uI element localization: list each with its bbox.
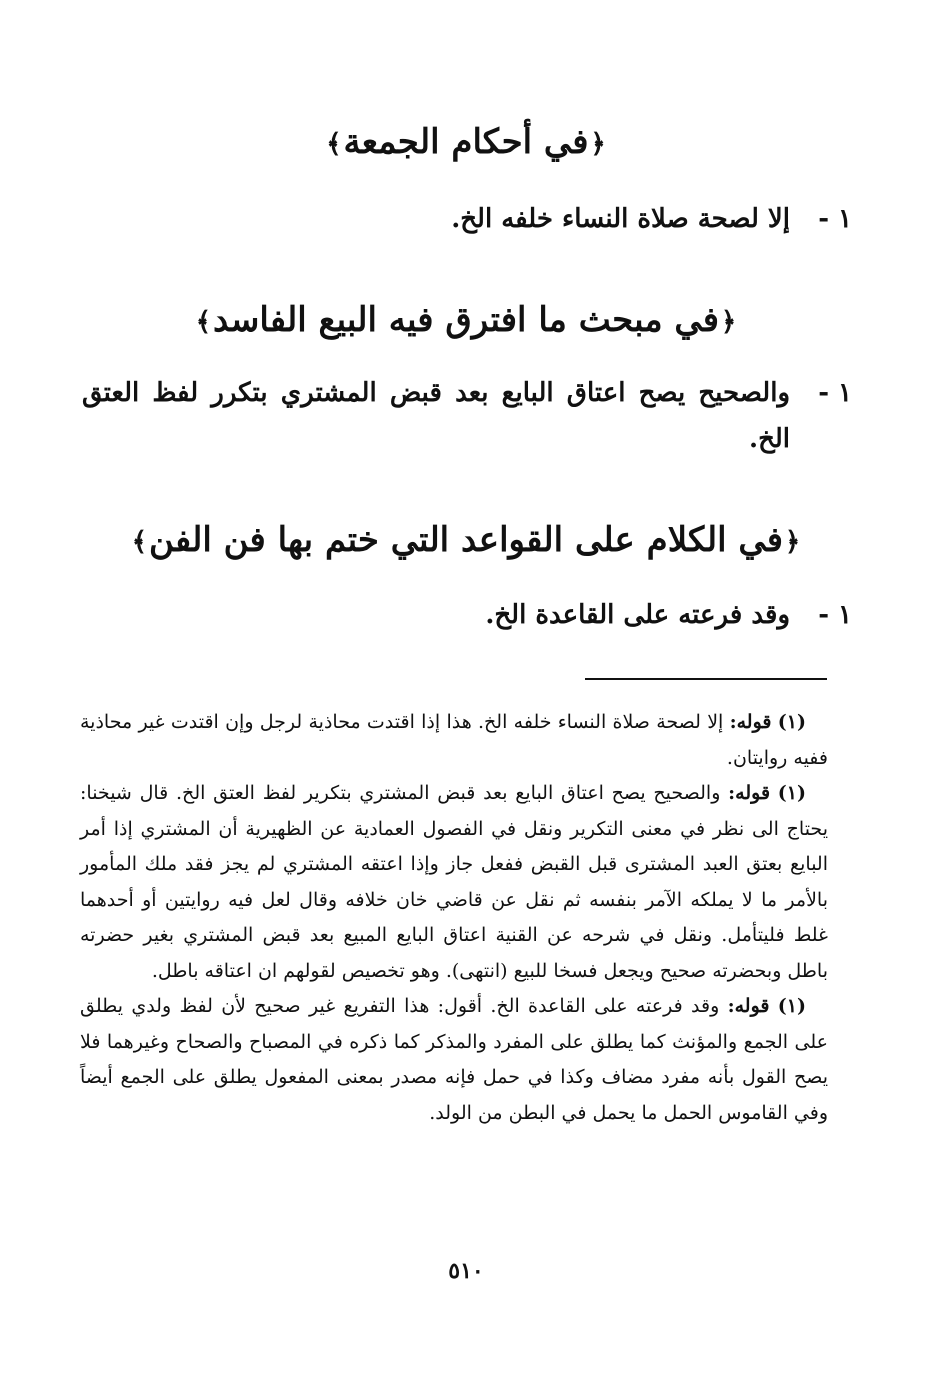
- footnote: [80, 776, 828, 989]
- entry-number: ١ -: [818, 204, 852, 234]
- section-heading-rules: [80, 518, 852, 564]
- footnote: [80, 705, 828, 776]
- footnote: [80, 989, 828, 1131]
- footnote-lead: قوله:: [728, 782, 771, 804]
- heading-text: في الكلام على القواعد التي ختم بها فن الفن: [148, 520, 784, 560]
- footnote-text: إلا لصحة صلاة النساء خلفه الخ. هذا إذا اقتدت محاذية لرجل وإن اقتدت غير محاذية ففيه روايتان.: [80, 711, 828, 769]
- footnote-number: (١): [777, 782, 806, 804]
- ornament-close: ﴾: [131, 527, 147, 557]
- ornament-close: ﴾: [195, 307, 212, 337]
- entry-rules: [82, 592, 852, 638]
- footnote-number: (١): [777, 995, 807, 1017]
- footnote-divider: [585, 678, 827, 680]
- footnote-number: (١): [777, 711, 806, 733]
- entry-text: وقد فرعته على القاعدة الخ.: [485, 600, 790, 630]
- ornament-open: ﴿: [590, 129, 606, 159]
- footnote-lead: قوله:: [729, 711, 772, 733]
- footnote-text: وقد فرعته على القاعدة الخ. أقول: هذا التفريع غير صحيح لأن لفظ ولدي يطلق على الجمع والمؤنث كما يطلق على المفرد والمذكر كما ذكره في المصباح والصحاح وغيرهما فلا يصح القول بأنه مفرد مضاف وكذا في حمل فإنه مصدر بمعنى المفعول يطلق على الجمع أيضاً وفي القاموس الحمل ما يحمل في البطن من الولد.: [80, 995, 828, 1124]
- ornament-open: ﴿: [785, 527, 801, 557]
- footnote-lead: قوله:: [727, 995, 770, 1017]
- entry-number: ١ -: [818, 378, 852, 408]
- footnote-text: والصحيح يصح اعتاق البايع بعد قبض المشتري بتكرير لفظ العتق الخ. قال شيخنا: يحتاج الى نظر في معنى التكرير ونقل في الفصول العمادية عن الظهيرية أن المشتري إذا أمر البايع بعتق العبد المشترى قبل القبض ففعل جاز وإذا اعتقه المشتري لم يجز فقد ملك المأمور بالأمر ما لا يملكه الآمر بنفسه ثم نقل عن قاضي خان خلافه وقال لعل فيه روايتين أو أحدهما غلط فليتأمل. ونقل في شرحه عن القنية اعتاق البايع المبيع بعد قبض المشتري بغير حضرته باطل وبحضرته صحيح ويجعل فسخا للبيع (انتهى). وهو تخصيص لقولهم ان اعتاقه باطل.: [80, 782, 828, 982]
- entry-text: إلا لصحة صلاة النساء خلفه الخ.: [451, 204, 790, 234]
- section-heading-friday: [80, 120, 852, 166]
- ornament-close: ﴾: [326, 129, 342, 159]
- entry-friday: [82, 196, 852, 242]
- entry-text: والصحيح يصح اعتاق البايع بعد قبض المشتري بتكرر لفظ العتق الخ.: [82, 378, 790, 454]
- page-number: ٥١٠: [448, 1258, 484, 1284]
- heading-text: في مبحث ما افترق فيه البيع الفاسد: [213, 300, 719, 340]
- section-heading-invalid-sale: [80, 298, 852, 344]
- footnotes: [80, 705, 828, 1131]
- entry-number: ١ -: [818, 600, 852, 630]
- heading-text: في أحكام الجمعة: [343, 122, 589, 162]
- ornament-open: ﴿: [720, 307, 737, 337]
- entry-invalid-sale: [82, 370, 852, 462]
